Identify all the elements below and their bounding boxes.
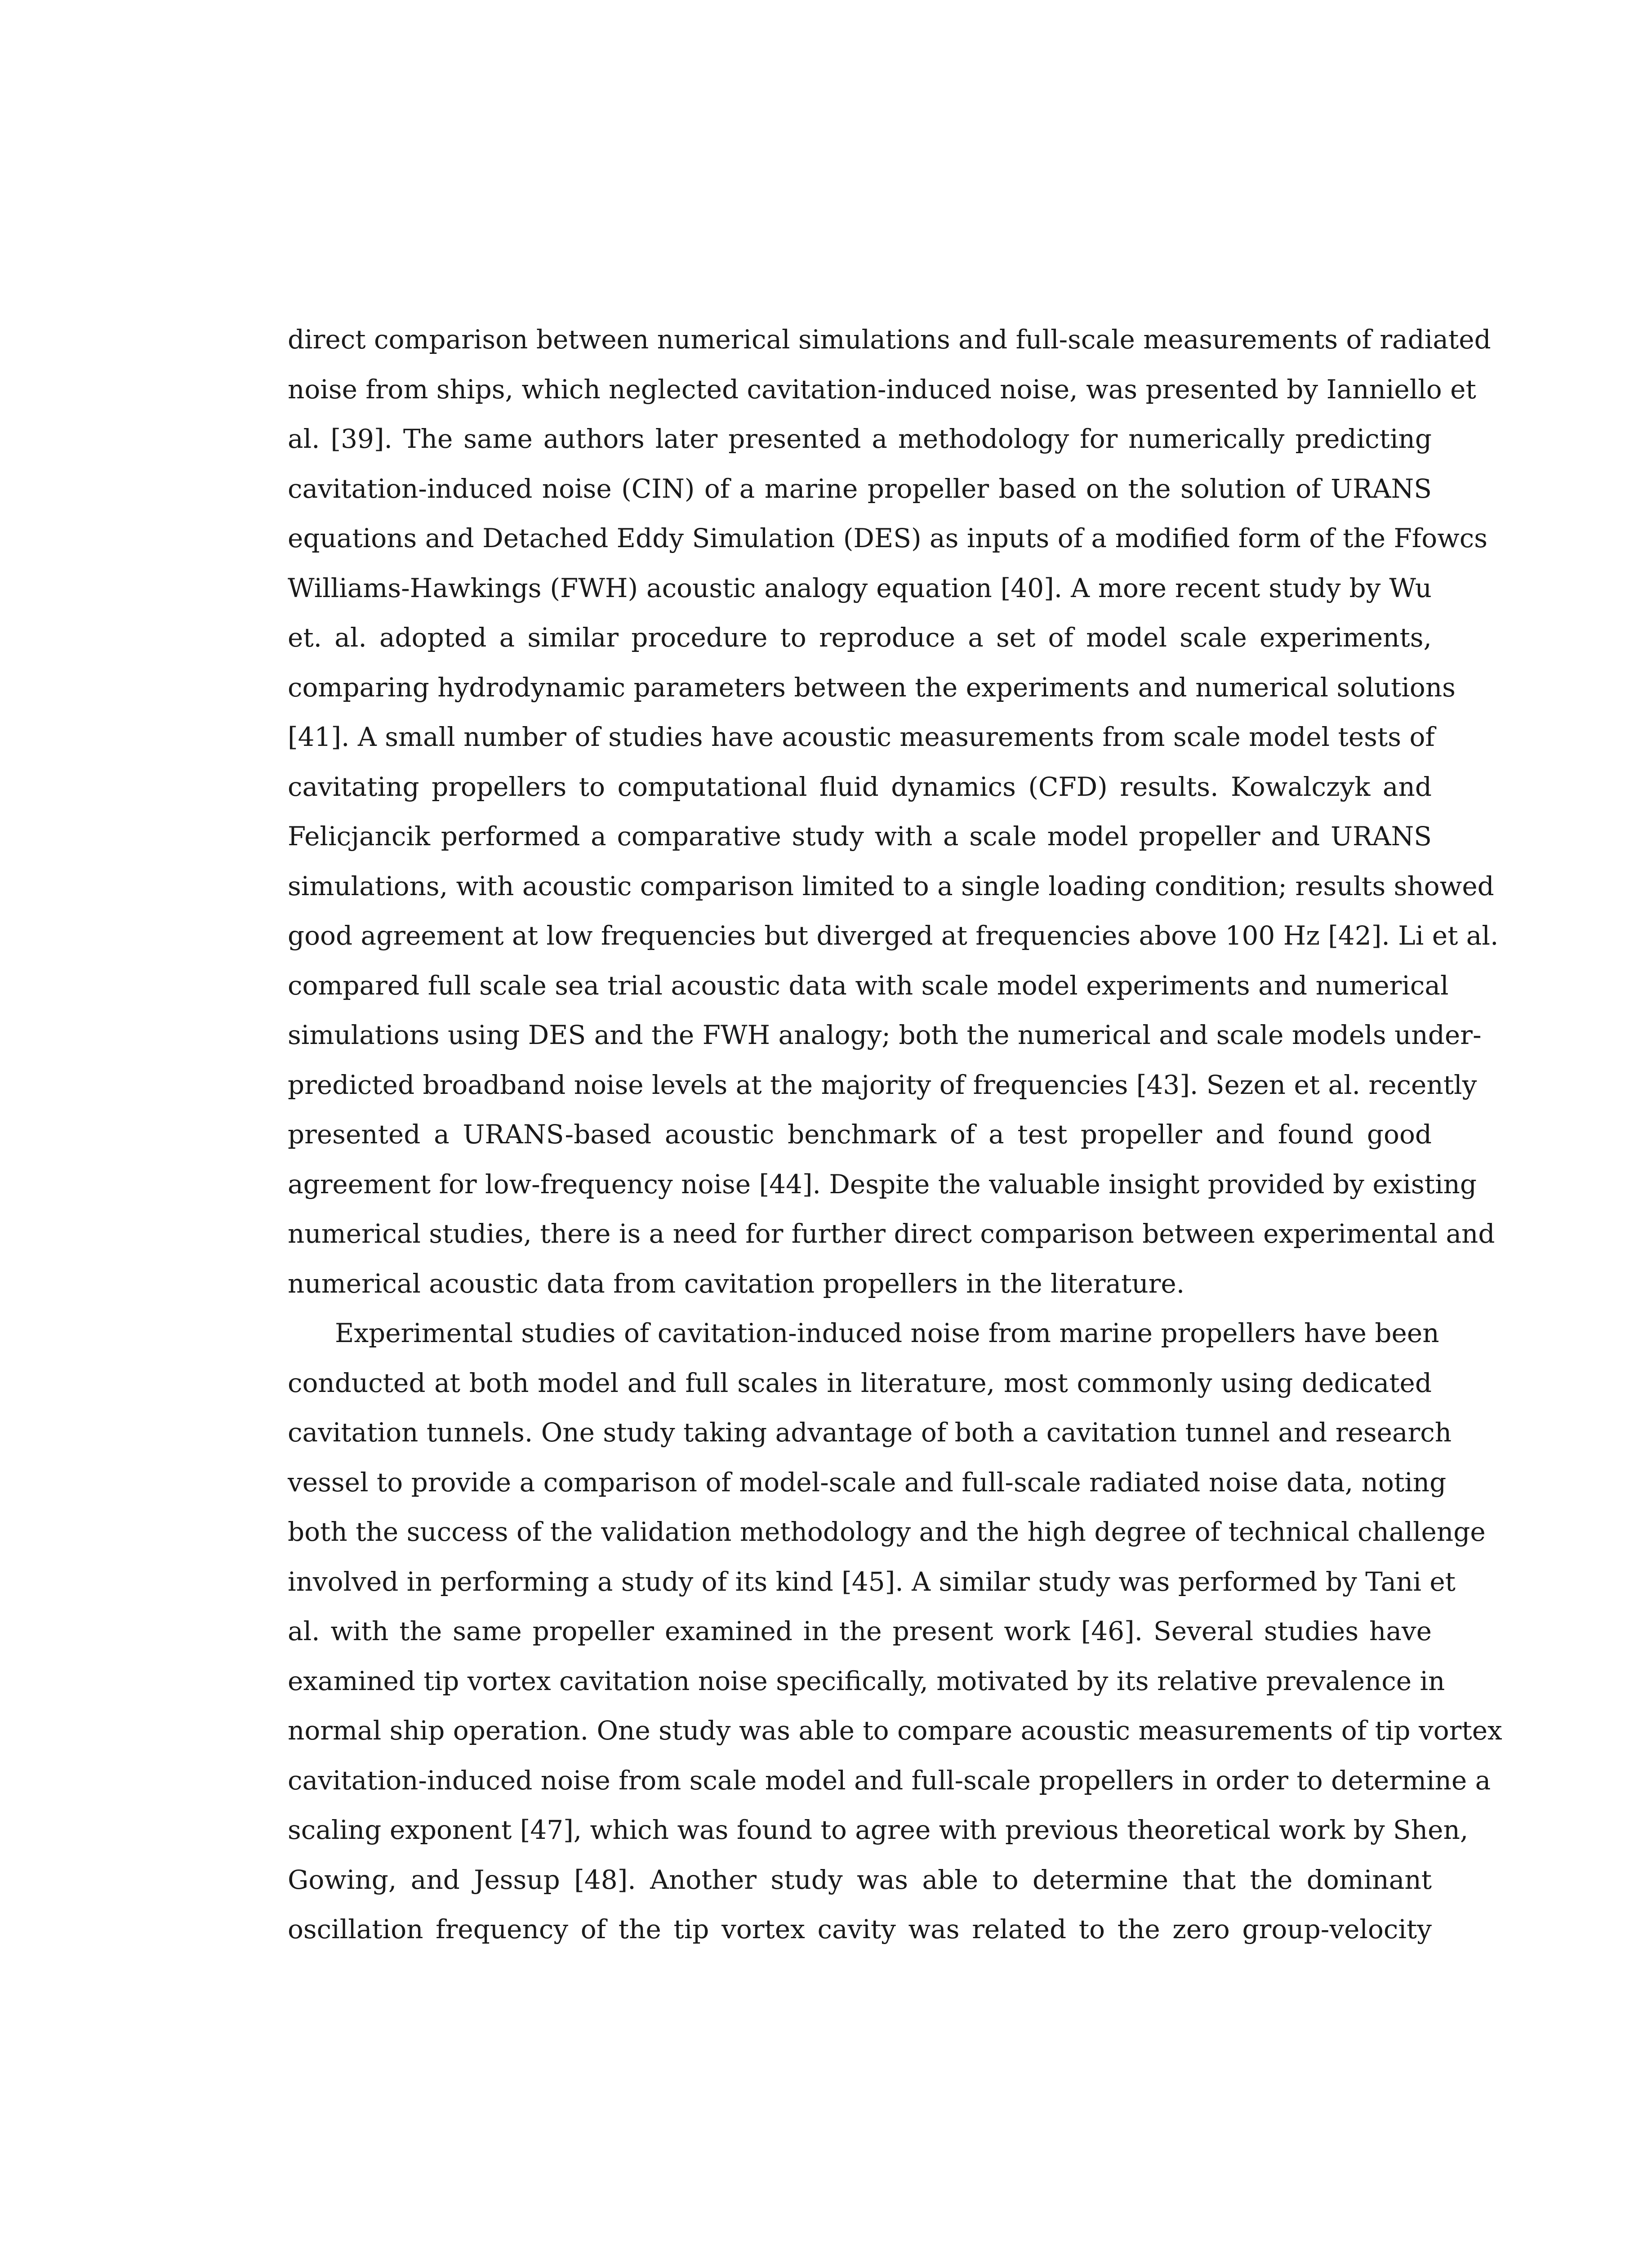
text-line: Williams-Hawkings (FWH) acoustic analogy equation [40]. A more recent study by Wu — [288, 572, 1432, 603]
text-line: normal ship operation. One study was able to compare acoustic measurements of tip vortex — [288, 1715, 1502, 1746]
text-line: [41]. A small number of studies have acoustic measurements from scale model tests of — [288, 722, 1435, 752]
text-line: direct comparison between numerical simulations and full-scale measurements of radiated — [288, 324, 1491, 355]
text-line: equations and Detached Eddy Simulation (DES) as inputs of a modified form of the Ffowcs — [288, 523, 1488, 553]
text-line: scaling exponent [47], which was found to agree with previous theoretical work by Shen, — [288, 1815, 1469, 1845]
body-text — [288, 315, 1502, 1954]
text-line: noise from ships, which neglected cavitation-induced noise, was presented by Ianniello et — [288, 374, 1476, 405]
text-line: agreement for low-frequency noise [44]. Despite the valuable insight provided by existing — [288, 1169, 1477, 1200]
text-line: examined tip vortex cavitation noise specifically, motivated by its relative prevalence in — [288, 1665, 1445, 1696]
text-line: cavitation-induced noise from scale model and full-scale propellers in order to determine a — [288, 1765, 1491, 1796]
text-line: al. [39]. The same authors later presented a methodology for numerically predicting — [288, 424, 1432, 454]
text-line: conducted at both model and full scales in literature, most commonly using dedicated — [288, 1367, 1432, 1398]
text-line: oscillation frequency of the tip vortex cavity was related to the zero group-velocity — [288, 1914, 1432, 1945]
text-line: vessel to provide a comparison of model-scale and full-scale radiated noise data, noting — [288, 1467, 1447, 1498]
text-line: involved in performing a study of its kind [45]. A similar study was performed by Tani et — [288, 1566, 1456, 1597]
text-line: et. al. adopted a similar procedure to reproduce a set of model scale experiments, — [288, 622, 1432, 653]
text-line: predicted broadband noise levels at the majority of frequencies [43]. Sezen et al. recently — [288, 1069, 1477, 1100]
text-line: good agreement at low frequencies but diverged at frequencies above 100 Hz [42]. Li et al. — [288, 920, 1499, 951]
paragraph — [288, 315, 1499, 1308]
text-line: presented a URANS-based acoustic benchmark of a test propeller and found good — [288, 1119, 1432, 1150]
text-line: numerical studies, there is a need for further direct comparison between experimental and — [288, 1218, 1495, 1249]
text-line: simulations using DES and the FWH analogy; both the numerical and scale models under- — [288, 1020, 1482, 1050]
paragraph — [288, 1308, 1502, 1954]
text-line: both the success of the validation methodology and the high degree of technical challenge — [288, 1517, 1486, 1547]
text-line: cavitating propellers to computational fluid dynamics (CFD) results. Kowalczyk and — [288, 771, 1432, 802]
text-line: cavitation tunnels. One study taking advantage of both a cavitation tunnel and research — [288, 1417, 1452, 1448]
text-line: numerical acoustic data from cavitation propellers in the literature. — [288, 1268, 1185, 1299]
text-line: simulations, with acoustic comparison limited to a single loading condition; results showed — [288, 870, 1494, 901]
text-line: cavitation-induced noise (CIN) of a marine propeller based on the solution of URANS — [288, 473, 1432, 504]
text-line: compared full scale sea trial acoustic data with scale model experiments and numerical — [288, 970, 1449, 1001]
text-line: al. with the same propeller examined in the present work [46]. Several studies have — [288, 1616, 1432, 1646]
text-line: Gowing, and Jessup [48]. Another study was able to determine that the dominant — [288, 1864, 1432, 1895]
text-line: Experimental studies of cavitation-induced noise from marine propellers have been — [335, 1318, 1439, 1348]
text-line: comparing hydrodynamic parameters between the experiments and numerical solutions — [288, 672, 1456, 703]
text-line: Felicjancik performed a comparative study with a scale model propeller and URANS — [288, 821, 1432, 852]
